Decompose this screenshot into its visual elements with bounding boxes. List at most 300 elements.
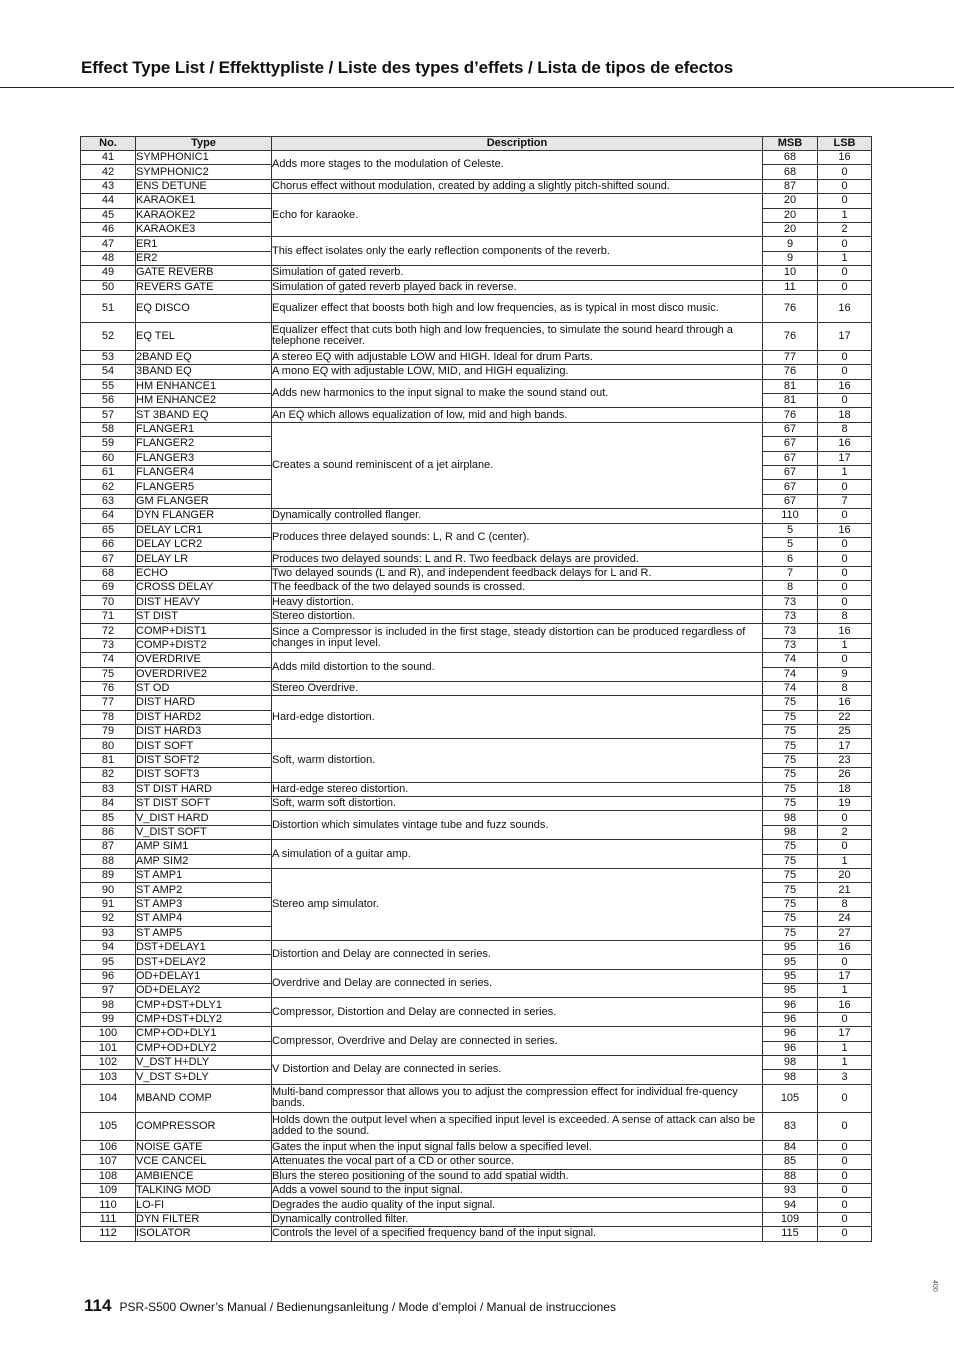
effect-msb: 96 xyxy=(763,1012,818,1026)
effect-msb: 75 xyxy=(763,797,818,811)
effect-msb: 74 xyxy=(763,667,818,681)
effect-description: The feedback of the two delayed sounds is crossed. xyxy=(272,581,763,595)
effect-lsb: 1 xyxy=(818,854,872,868)
effect-msb: 95 xyxy=(763,969,818,983)
effect-number: 112 xyxy=(81,1227,136,1241)
effect-description: V Distortion and Delay are connected in series. xyxy=(272,1056,763,1085)
effect-number: 102 xyxy=(81,1056,136,1070)
table-row xyxy=(81,940,872,954)
effect-description: Adds new harmonics to the input signal to make the sound stand out. xyxy=(272,379,763,408)
effect-msb: 105 xyxy=(763,1084,818,1112)
effect-lsb: 17 xyxy=(818,969,872,983)
effect-msb: 84 xyxy=(763,1140,818,1154)
effect-msb: 74 xyxy=(763,653,818,667)
effect-lsb: 16 xyxy=(818,523,872,537)
table-row xyxy=(81,280,872,294)
effect-msb: 68 xyxy=(763,165,818,179)
effect-description: Produces two delayed sounds: L and R. Two feedback delays are provided. xyxy=(272,552,763,566)
effect-msb: 7 xyxy=(763,566,818,580)
effect-type: GM FLANGER xyxy=(136,494,272,508)
effect-msb: 75 xyxy=(763,710,818,724)
effect-description: Gates the input when the input signal falls below a specified level. xyxy=(272,1140,763,1154)
effect-msb: 75 xyxy=(763,696,818,710)
effect-lsb: 0 xyxy=(818,653,872,667)
table-row xyxy=(81,1027,872,1041)
effect-lsb: 8 xyxy=(818,681,872,695)
effect-msb: 75 xyxy=(763,840,818,854)
effect-lsb: 7 xyxy=(818,494,872,508)
effect-msb: 75 xyxy=(763,725,818,739)
effect-type: DST+DELAY2 xyxy=(136,955,272,969)
table-row xyxy=(81,422,872,436)
table-row xyxy=(81,1155,872,1169)
effect-number: 90 xyxy=(81,883,136,897)
effect-msb: 8 xyxy=(763,581,818,595)
effect-type: ST 3BAND EQ xyxy=(136,408,272,422)
effect-msb: 98 xyxy=(763,825,818,839)
effect-type: DELAY LCR1 xyxy=(136,523,272,537)
effect-type: ST AMP2 xyxy=(136,883,272,897)
effect-type: DIST HEAVY xyxy=(136,595,272,609)
effect-lsb: 0 xyxy=(818,1084,872,1112)
effect-msb: 5 xyxy=(763,523,818,537)
effect-lsb: 16 xyxy=(818,998,872,1012)
manual-title: PSR-S500 Owner’s Manual / Bedienungsanleitung / Mode d’emploi / Manual de instrucciones xyxy=(119,1300,616,1314)
effect-msb: 67 xyxy=(763,451,818,465)
effect-type: CMP+OD+DLY1 xyxy=(136,1027,272,1041)
effect-lsb: 0 xyxy=(818,1140,872,1154)
effect-number: 109 xyxy=(81,1184,136,1198)
effect-lsb: 16 xyxy=(818,379,872,393)
table-row xyxy=(81,509,872,523)
effect-number: 106 xyxy=(81,1140,136,1154)
effect-number: 92 xyxy=(81,912,136,926)
effect-type: FLANGER4 xyxy=(136,466,272,480)
effect-lsb: 16 xyxy=(818,294,872,322)
side-code: 400 xyxy=(931,1280,938,1292)
table-row xyxy=(81,1227,872,1241)
effect-number: 98 xyxy=(81,998,136,1012)
effect-msb: 76 xyxy=(763,408,818,422)
table-row xyxy=(81,237,872,251)
effect-number: 60 xyxy=(81,451,136,465)
effect-lsb: 16 xyxy=(818,151,872,165)
table-row xyxy=(81,408,872,422)
effect-number: 100 xyxy=(81,1027,136,1041)
effect-lsb: 0 xyxy=(818,1198,872,1212)
effect-msb: 81 xyxy=(763,394,818,408)
effect-lsb: 1 xyxy=(818,466,872,480)
effect-number: 86 xyxy=(81,825,136,839)
effect-description: Hard-edge stereo distortion. xyxy=(272,782,763,796)
effect-lsb: 8 xyxy=(818,897,872,911)
effect-description: Distortion which simulates vintage tube and fuzz sounds. xyxy=(272,811,763,840)
effect-type: ST DIST SOFT xyxy=(136,797,272,811)
effect-lsb: 0 xyxy=(818,509,872,523)
effect-msb: 75 xyxy=(763,739,818,753)
effect-type: KARAOKE3 xyxy=(136,222,272,236)
effect-msb: 5 xyxy=(763,537,818,551)
effect-msb: 20 xyxy=(763,208,818,222)
effect-type: HM ENHANCE2 xyxy=(136,394,272,408)
effect-type: HM ENHANCE1 xyxy=(136,379,272,393)
table-row xyxy=(81,1212,872,1226)
effect-type: CROSS DELAY xyxy=(136,581,272,595)
effect-msb: 73 xyxy=(763,609,818,623)
effect-type: NOISE GATE xyxy=(136,1140,272,1154)
table-row xyxy=(81,1084,872,1112)
effect-msb: 74 xyxy=(763,681,818,695)
effect-type: FLANGER2 xyxy=(136,437,272,451)
effect-number: 105 xyxy=(81,1112,136,1140)
page-footer xyxy=(84,1296,616,1316)
table-row xyxy=(81,782,872,796)
effect-number: 69 xyxy=(81,581,136,595)
table-row xyxy=(81,696,872,710)
effect-msb: 98 xyxy=(763,811,818,825)
table-row xyxy=(81,998,872,1012)
effect-type: OVERDRIVE xyxy=(136,653,272,667)
effect-type: DIST SOFT3 xyxy=(136,768,272,782)
effect-number: 83 xyxy=(81,782,136,796)
effect-lsb: 16 xyxy=(818,696,872,710)
effect-lsb: 0 xyxy=(818,394,872,408)
effect-type: OD+DELAY1 xyxy=(136,969,272,983)
effect-number: 93 xyxy=(81,926,136,940)
page-number: 114 xyxy=(84,1296,112,1315)
effect-type: LO-FI xyxy=(136,1198,272,1212)
effect-description: Adds a vowel sound to the input signal. xyxy=(272,1184,763,1198)
header-no: No. xyxy=(81,137,136,151)
effect-description: Degrades the audio quality of the input signal. xyxy=(272,1198,763,1212)
effect-number: 55 xyxy=(81,379,136,393)
effect-number: 82 xyxy=(81,768,136,782)
effect-number: 108 xyxy=(81,1169,136,1183)
table-row xyxy=(81,739,872,753)
effect-type: MBAND COMP xyxy=(136,1084,272,1112)
effect-number: 80 xyxy=(81,739,136,753)
effect-msb: 9 xyxy=(763,237,818,251)
effect-number: 72 xyxy=(81,624,136,638)
effect-number: 68 xyxy=(81,566,136,580)
effect-type: ER2 xyxy=(136,251,272,265)
table-row xyxy=(81,811,872,825)
effect-lsb: 0 xyxy=(818,537,872,551)
header-msb: MSB xyxy=(763,137,818,151)
table-row xyxy=(81,1056,872,1070)
effect-lsb: 0 xyxy=(818,552,872,566)
effect-description: Distortion and Delay are connected in series. xyxy=(272,940,763,969)
effect-msb: 76 xyxy=(763,322,818,350)
effect-msb: 94 xyxy=(763,1198,818,1212)
effect-number: 96 xyxy=(81,969,136,983)
effect-msb: 87 xyxy=(763,179,818,193)
effect-lsb: 1 xyxy=(818,251,872,265)
effect-description: A mono EQ with adjustable LOW, MID, and HIGH equalizing. xyxy=(272,365,763,379)
effect-lsb: 0 xyxy=(818,179,872,193)
effect-number: 51 xyxy=(81,294,136,322)
effect-lsb: 17 xyxy=(818,322,872,350)
effect-number: 47 xyxy=(81,237,136,251)
effect-type: REVERS GATE xyxy=(136,280,272,294)
effect-type: CMP+DST+DLY1 xyxy=(136,998,272,1012)
effect-description: Overdrive and Delay are connected in series. xyxy=(272,969,763,998)
effect-lsb: 24 xyxy=(818,912,872,926)
effect-lsb: 19 xyxy=(818,797,872,811)
table-row xyxy=(81,322,872,350)
effect-type: EQ DISCO xyxy=(136,294,272,322)
effect-type: KARAOKE2 xyxy=(136,208,272,222)
effect-description: An EQ which allows equalization of low, mid and high bands. xyxy=(272,408,763,422)
effect-msb: 10 xyxy=(763,266,818,280)
effect-lsb: 18 xyxy=(818,782,872,796)
effect-number: 73 xyxy=(81,638,136,652)
effect-type: ST DIST xyxy=(136,609,272,623)
table-row xyxy=(81,151,872,165)
effect-description: Blurs the stereo positioning of the sound to add spatial width. xyxy=(272,1169,763,1183)
effect-type: DIST HARD2 xyxy=(136,710,272,724)
effect-number: 104 xyxy=(81,1084,136,1112)
effect-number: 110 xyxy=(81,1198,136,1212)
effect-type: V_DST S+DLY xyxy=(136,1070,272,1084)
effect-type: 3BAND EQ xyxy=(136,365,272,379)
effect-msb: 75 xyxy=(763,883,818,897)
effect-msb: 96 xyxy=(763,998,818,1012)
effect-number: 99 xyxy=(81,1012,136,1026)
effect-number: 95 xyxy=(81,955,136,969)
page-title: Effect Type List / Effekttypliste / Liste des types d’effets / Lista de tipos de efectos xyxy=(81,58,734,77)
effect-type: DIST HARD3 xyxy=(136,725,272,739)
effect-msb: 67 xyxy=(763,480,818,494)
effect-type: FLANGER5 xyxy=(136,480,272,494)
effect-number: 97 xyxy=(81,984,136,998)
effect-number: 65 xyxy=(81,523,136,537)
effect-msb: 98 xyxy=(763,1056,818,1070)
effect-lsb: 0 xyxy=(818,581,872,595)
table-row xyxy=(81,1198,872,1212)
header-type: Type xyxy=(136,137,272,151)
effect-lsb: 0 xyxy=(818,1155,872,1169)
effect-msb: 96 xyxy=(763,1027,818,1041)
effect-type: OVERDRIVE2 xyxy=(136,667,272,681)
table-row xyxy=(81,797,872,811)
effect-lsb: 1 xyxy=(818,638,872,652)
effect-number: 70 xyxy=(81,595,136,609)
effect-description: A stereo EQ with adjustable LOW and HIGH. Ideal for drum Parts. xyxy=(272,350,763,364)
effect-number: 74 xyxy=(81,653,136,667)
effect-lsb: 0 xyxy=(818,1227,872,1241)
effect-lsb: 2 xyxy=(818,825,872,839)
effect-description: Attenuates the vocal part of a CD or other source. xyxy=(272,1155,763,1169)
effect-number: 94 xyxy=(81,940,136,954)
effect-msb: 98 xyxy=(763,1070,818,1084)
effect-msb: 67 xyxy=(763,466,818,480)
effect-type: ST AMP3 xyxy=(136,897,272,911)
effect-description: Creates a sound reminiscent of a jet airplane. xyxy=(272,422,763,508)
effect-msb: 85 xyxy=(763,1155,818,1169)
effect-number: 44 xyxy=(81,194,136,208)
effect-lsb: 0 xyxy=(818,955,872,969)
effect-number: 87 xyxy=(81,840,136,854)
table-row xyxy=(81,1112,872,1140)
table-row xyxy=(81,379,872,393)
effect-description: Controls the level of a specified frequency band of the input signal. xyxy=(272,1227,763,1241)
effect-msb: 67 xyxy=(763,422,818,436)
effect-lsb: 17 xyxy=(818,451,872,465)
effect-msb: 77 xyxy=(763,350,818,364)
effect-type: COMPRESSOR xyxy=(136,1112,272,1140)
effect-type: 2BAND EQ xyxy=(136,350,272,364)
effect-number: 59 xyxy=(81,437,136,451)
effect-number: 41 xyxy=(81,151,136,165)
table-row xyxy=(81,566,872,580)
effect-msb: 68 xyxy=(763,151,818,165)
effect-description: Dynamically controlled flanger. xyxy=(272,509,763,523)
effect-type: V_DIST HARD xyxy=(136,811,272,825)
effect-msb: 88 xyxy=(763,1169,818,1183)
effect-number: 84 xyxy=(81,797,136,811)
effect-lsb: 17 xyxy=(818,739,872,753)
effect-lsb: 1 xyxy=(818,1041,872,1055)
table-row xyxy=(81,581,872,595)
effect-type: VCE CANCEL xyxy=(136,1155,272,1169)
effect-type: DELAY LCR2 xyxy=(136,537,272,551)
effect-lsb: 0 xyxy=(818,237,872,251)
table-row xyxy=(81,609,872,623)
effect-lsb: 0 xyxy=(818,266,872,280)
effect-type: SYMPHONIC1 xyxy=(136,151,272,165)
effect-type: ST OD xyxy=(136,681,272,695)
effect-type: COMP+DIST1 xyxy=(136,624,272,638)
effect-description: This effect isolates only the early reflection components of the reverb. xyxy=(272,237,763,266)
table-row xyxy=(81,179,872,193)
effect-number: 50 xyxy=(81,280,136,294)
effect-number: 89 xyxy=(81,868,136,882)
effect-type: ENS DETUNE xyxy=(136,179,272,193)
effect-type: ECHO xyxy=(136,566,272,580)
effect-number: 75 xyxy=(81,667,136,681)
effect-lsb: 0 xyxy=(818,1112,872,1140)
effect-lsb: 21 xyxy=(818,883,872,897)
effect-description: Simulation of gated reverb. xyxy=(272,266,763,280)
table-row xyxy=(81,868,872,882)
effect-number: 76 xyxy=(81,681,136,695)
effect-msb: 95 xyxy=(763,940,818,954)
effect-lsb: 20 xyxy=(818,868,872,882)
effect-description: Heavy distortion. xyxy=(272,595,763,609)
effect-msb: 95 xyxy=(763,984,818,998)
effect-type: CMP+DST+DLY2 xyxy=(136,1012,272,1026)
table-row xyxy=(81,969,872,983)
effect-number: 45 xyxy=(81,208,136,222)
effect-lsb: 0 xyxy=(818,1012,872,1026)
title-divider xyxy=(0,87,954,88)
effect-msb: 11 xyxy=(763,280,818,294)
effect-msb: 75 xyxy=(763,912,818,926)
table-row xyxy=(81,840,872,854)
effect-msb: 73 xyxy=(763,624,818,638)
effect-number: 78 xyxy=(81,710,136,724)
effect-type: DIST HARD xyxy=(136,696,272,710)
table-row xyxy=(81,1140,872,1154)
effect-lsb: 0 xyxy=(818,811,872,825)
table-row xyxy=(81,350,872,364)
effect-number: 66 xyxy=(81,537,136,551)
effect-number: 88 xyxy=(81,854,136,868)
effect-number: 48 xyxy=(81,251,136,265)
effect-type: EQ TEL xyxy=(136,322,272,350)
effect-description: Hard-edge distortion. xyxy=(272,696,763,739)
effect-description: Echo for karaoke. xyxy=(272,194,763,237)
effect-number: 67 xyxy=(81,552,136,566)
effect-description: Chorus effect without modulation, created by adding a slightly pitch-shifted sound. xyxy=(272,179,763,193)
effect-number: 103 xyxy=(81,1070,136,1084)
table-row xyxy=(81,595,872,609)
effect-msb: 76 xyxy=(763,294,818,322)
table-row xyxy=(81,194,872,208)
effect-lsb: 0 xyxy=(818,595,872,609)
effect-lsb: 0 xyxy=(818,365,872,379)
effect-number: 85 xyxy=(81,811,136,825)
effect-lsb: 25 xyxy=(818,725,872,739)
table-row xyxy=(81,1169,872,1183)
effect-number: 49 xyxy=(81,266,136,280)
effect-description: Since a Compressor is included in the first stage, steady distortion can be produced regardless of changes in input level. xyxy=(272,624,763,653)
effect-lsb: 1 xyxy=(818,1056,872,1070)
effect-type-table xyxy=(80,136,872,1242)
effect-lsb: 0 xyxy=(818,1184,872,1198)
effect-type: DELAY LR xyxy=(136,552,272,566)
effect-msb: 76 xyxy=(763,365,818,379)
effect-lsb: 1 xyxy=(818,984,872,998)
effect-number: 77 xyxy=(81,696,136,710)
effect-msb: 75 xyxy=(763,926,818,940)
effect-lsb: 22 xyxy=(818,710,872,724)
effect-number: 61 xyxy=(81,466,136,480)
effect-type: DYN FILTER xyxy=(136,1212,272,1226)
effect-lsb: 0 xyxy=(818,165,872,179)
effect-description: Stereo amp simulator. xyxy=(272,868,763,940)
effect-type: ST AMP1 xyxy=(136,868,272,882)
table-row xyxy=(81,365,872,379)
effect-description: Equalizer effect that cuts both high and low frequencies, to simulate the sound heard through a telephone receiver. xyxy=(272,322,763,350)
effect-description: Compressor, Distortion and Delay are connected in series. xyxy=(272,998,763,1027)
effect-lsb: 16 xyxy=(818,624,872,638)
effect-lsb: 0 xyxy=(818,840,872,854)
effect-description: Adds mild distortion to the sound. xyxy=(272,653,763,682)
effect-type: ST AMP5 xyxy=(136,926,272,940)
table-row xyxy=(81,552,872,566)
table-row xyxy=(81,266,872,280)
effect-type: TALKING MOD xyxy=(136,1184,272,1198)
effect-lsb: 26 xyxy=(818,768,872,782)
effect-lsb: 23 xyxy=(818,753,872,767)
effect-type: SYMPHONIC2 xyxy=(136,165,272,179)
effect-type: GATE REVERB xyxy=(136,266,272,280)
effect-description: Stereo distortion. xyxy=(272,609,763,623)
effect-msb: 75 xyxy=(763,854,818,868)
effect-msb: 95 xyxy=(763,955,818,969)
effect-type: CMP+OD+DLY2 xyxy=(136,1041,272,1055)
effect-lsb: 1 xyxy=(818,208,872,222)
effect-msb: 110 xyxy=(763,509,818,523)
effect-number: 62 xyxy=(81,480,136,494)
effect-number: 111 xyxy=(81,1212,136,1226)
effect-type: DIST SOFT xyxy=(136,739,272,753)
table-row xyxy=(81,1184,872,1198)
effect-number: 42 xyxy=(81,165,136,179)
effect-msb: 115 xyxy=(763,1227,818,1241)
